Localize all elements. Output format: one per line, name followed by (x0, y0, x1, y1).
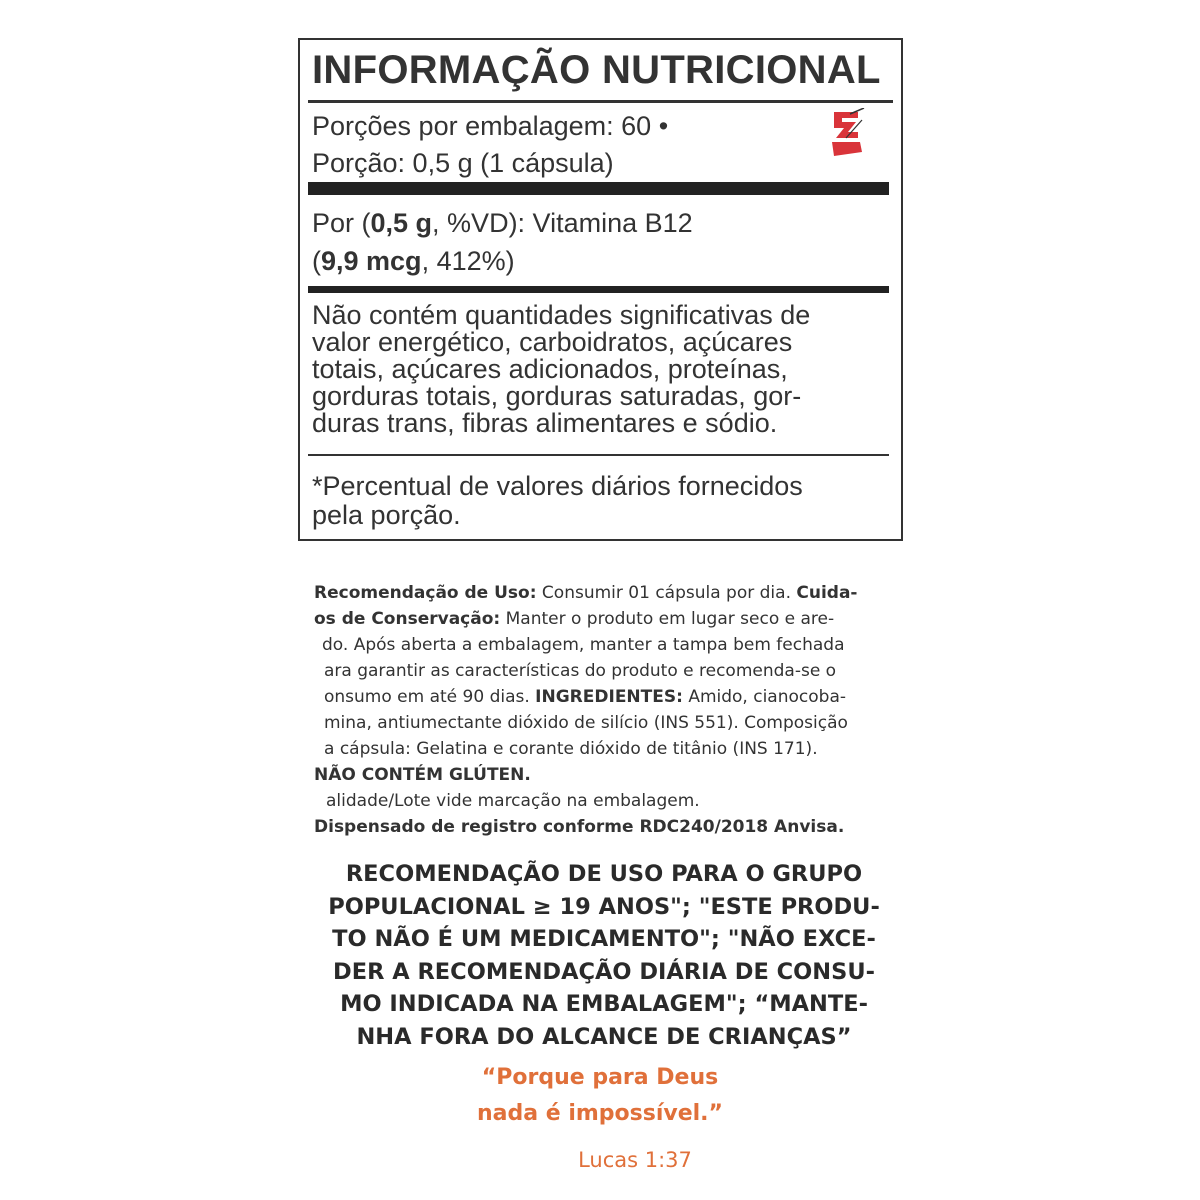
rec-line-4: ara garantir as características do produto e recomenda-se o (324, 661, 837, 681)
warning-line: POPULACIONAL ≥ 19 ANOS"; "ESTE PRODU- (328, 893, 880, 920)
b12-open: ( (312, 246, 321, 276)
rec-line-5 (314, 684, 894, 710)
per-serving-line (312, 204, 693, 242)
quote-reference: Lucas 1:37 (578, 1148, 692, 1172)
note-line: totais, açúcares adicionados, proteínas, (312, 354, 788, 384)
rec-line-6: mina, antiumectante dióxido de silício (INS 551). Composição (324, 713, 848, 733)
serving-info (312, 108, 668, 182)
batch-info: alidade/Lote vide marcação na embalagem. (326, 791, 700, 811)
registration-text: Dispensado de registro conforme RDC240/2018 Anvisa. (314, 817, 845, 837)
per-suffix: , %VD): Vitamina B12 (432, 208, 693, 238)
b12-amount: 9,9 mcg (321, 246, 422, 276)
ingredients-text: Amido, cianocoba- (682, 687, 846, 707)
thick-divider-2 (308, 286, 889, 293)
per-prefix: Por ( (312, 208, 371, 238)
warning-line: TO NÃO É UM MEDICAMENTO"; "NÃO EXCE- (332, 926, 876, 953)
rec-line-7: a cápsula: Gelatina e corante dióxido de titânio (INS 171). (324, 739, 818, 759)
consumption-text: onsumo em até 90 dias. (324, 687, 536, 707)
portion-size: Porção: 0,5 g (1 cápsula) (312, 148, 614, 178)
warning-line: DER A RECOMENDAÇÃO DIÁRIA DE CONSU- (333, 958, 875, 985)
rec-use-label: Recomendação de Uso: (314, 583, 537, 603)
daily-value-footnote (312, 472, 882, 530)
footnote-line: pela porção. (312, 500, 461, 530)
mandatory-warnings (314, 858, 894, 1054)
warning-line: RECOMENDAÇÃO DE USO PARA O GRUPO (345, 861, 863, 887)
note-line: Não contém quantidades significativas de (312, 300, 811, 330)
nutrition-title: INFORMAÇÃO NUTRICIONAL (312, 48, 881, 92)
rec-line-2 (314, 606, 894, 632)
bible-quote (400, 1060, 800, 1132)
daily-value-row (312, 204, 693, 280)
footnote-line: *Percentual de valores diários fornecidos (312, 471, 803, 501)
ingredients-label: INGREDIENTES: (535, 687, 683, 707)
warning-line: NHA FORA DO ALCANCE DE CRIANÇAS” (356, 1023, 852, 1050)
thick-divider-1 (308, 182, 889, 195)
rec-line-3: do. Após aberta a embalagem, manter a tampa bem fechada (322, 635, 845, 655)
warning-line: MO INDICADA NA EMBALAGEM"; “MANTE- (340, 991, 868, 1018)
note-line: gorduras totais, gorduras saturadas, gor- (312, 381, 802, 411)
gluten-statement (314, 762, 894, 788)
usage-recommendation (314, 580, 894, 840)
thin-divider (308, 454, 889, 456)
brand-logo-icon (828, 108, 866, 160)
nutrition-facts-panel (298, 38, 903, 541)
note-line: duras trans, fibras alimentares e sódio. (312, 408, 778, 438)
title-rule (308, 100, 893, 103)
care-label-start: Cuida- (796, 583, 858, 603)
care-label-end: os de Conservação: (314, 609, 501, 629)
per-amount: 0,5 g (370, 208, 433, 238)
rec-line-1 (314, 580, 894, 606)
care-text: Manter o produto em lugar seco e are- (500, 609, 835, 629)
b12-percent: , 412%) (421, 246, 515, 276)
gluten-text: NÃO CONTÉM GLÚTEN. (314, 765, 531, 785)
rec-use-text: Consumir 01 cápsula por dia. (536, 583, 797, 603)
b12-line (312, 242, 693, 280)
servings-per-package: Porções por embalagem: 60 • (312, 111, 669, 141)
registration-exemption (314, 814, 894, 840)
quote-line: “Porque para Deus (481, 1065, 719, 1090)
note-line: valor energético, carboidratos, açúcares (312, 327, 793, 357)
not-significant-note (312, 302, 882, 437)
quote-line: nada é impossível.” (476, 1101, 724, 1126)
